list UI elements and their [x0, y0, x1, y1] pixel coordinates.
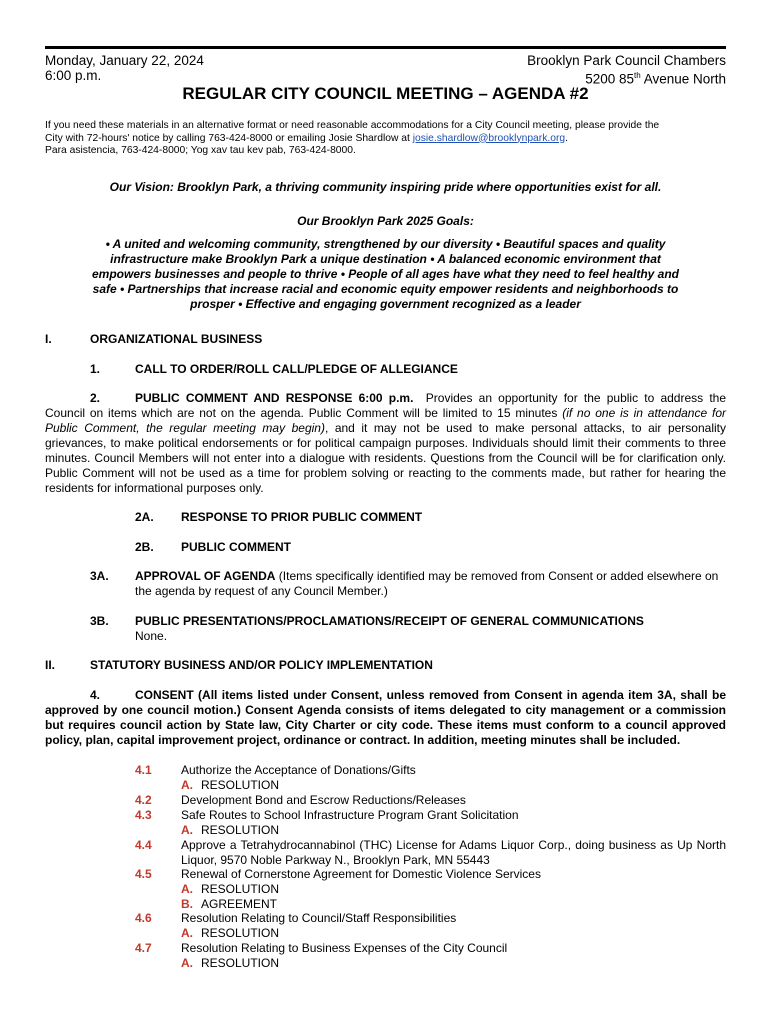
consent-item-num: 4.6 — [135, 911, 152, 925]
item-3b-title: PUBLIC PRESENTATIONS/PROCLAMATIONS/RECEIPT OF GENERAL COMMUNICATIONS — [135, 614, 644, 628]
section-numeral-2: II. — [45, 658, 56, 672]
item-2b-title: PUBLIC COMMENT — [181, 540, 291, 554]
item-4-text: CONSENT (All items listed under Consent, unless removed from Consent in agenda item 3A, shall be approved by one council motion.) Consent Agenda consists of items delegated to city management or a commission but requires council action by State law, City Charter or city code. These items must conform to a council approved policy, plan, capital improvement project, ordinance or contract. In addition, meeting minutes shall be included. — [45, 688, 726, 747]
meeting-date: Monday, January 22, 2024 — [45, 53, 204, 68]
consent-item-num: 4.7 — [135, 941, 152, 955]
item-3a-num: 3A. — [90, 569, 109, 583]
attachment-letter: A. — [181, 956, 193, 970]
consent-item-title: Authorize the Acceptance of Donations/Gifts — [181, 763, 416, 777]
item-2a-num: 2A. — [135, 510, 154, 524]
meeting-date-time — [45, 53, 204, 83]
agenda-page — [45, 0, 726, 1024]
accessibility-notice — [45, 120, 726, 158]
consent-attachment[interactable] — [181, 926, 279, 941]
attachment-letter: A. — [181, 926, 193, 940]
consent-item-title: Renewal of Cornerstone Agreement for Domestic Violence Services — [181, 867, 541, 881]
item-2-italic: (if no one is in attendance for Public Comment, the regular meeting may begin) — [45, 406, 727, 435]
item-1-title: CALL TO ORDER/ROLL CALL/PLEDGE OF ALLEGIANCE — [135, 362, 458, 376]
attachment-label: RESOLUTION — [201, 778, 280, 792]
notice-line-3: Para asistencia, 763-424-8000; Yog xav tau kev pab, 763-424-8000. — [45, 145, 356, 156]
consent-item-num: 4.4 — [135, 838, 152, 852]
item-2-text: Provides an opportunity for the public to address the Council on items which are not on the agenda. Public Comment will be limited to 15 minutes — [45, 391, 726, 420]
consent-item-num: 4.2 — [135, 793, 152, 807]
email-link[interactable]: josie.shardlow@brooklynpark.org — [412, 132, 566, 144]
attachment-label: RESOLUTION — [201, 882, 280, 896]
location-name: Brooklyn Park Council Chambers — [527, 53, 726, 68]
page-title: REGULAR CITY COUNCIL MEETING – AGENDA #2 — [182, 84, 589, 103]
address-street: Avenue North — [640, 71, 726, 87]
attachment-letter: A. — [181, 778, 193, 792]
item-2-title: PUBLIC COMMENT AND RESPONSE 6:00 p.m. — [135, 391, 414, 405]
address-ordinal: th — [634, 71, 641, 80]
item-3b-text — [135, 614, 726, 644]
section-title-1: ORGANIZATIONAL BUSINESS — [90, 332, 263, 346]
consent-item-num: 4.3 — [135, 808, 152, 822]
goals-title: Our Brooklyn Park 2025 Goals: — [297, 214, 474, 228]
consent-attachment[interactable] — [181, 823, 279, 838]
item-3a-text — [135, 569, 726, 599]
attachment-label: AGREEMENT — [201, 897, 278, 911]
item-4-paragraph — [45, 688, 726, 748]
attachment-label: RESOLUTION — [201, 823, 280, 837]
item-3b-num: 3B. — [90, 614, 109, 628]
item-2-num: 2. — [90, 391, 101, 405]
consent-attachment[interactable] — [181, 778, 279, 793]
consent-attachment[interactable] — [181, 956, 279, 971]
consent-attachment[interactable] — [181, 897, 277, 912]
item-2-paragraph — [45, 391, 726, 496]
item-4-num: 4. — [90, 688, 101, 702]
consent-attachment[interactable] — [181, 882, 279, 897]
attachment-letter: B. — [181, 897, 193, 911]
consent-item-num: 4.1 — [135, 763, 152, 777]
item-3b-description: None. — [135, 629, 168, 643]
attachment-letter: A. — [181, 882, 193, 896]
attachment-label: RESOLUTION — [201, 926, 280, 940]
header-rule — [45, 46, 726, 49]
section-title-2: STATUTORY BUSINESS AND/OR POLICY IMPLEMENTATION — [90, 658, 433, 672]
notice-line-2 — [45, 133, 726, 146]
meeting-time: 6:00 p.m. — [45, 68, 102, 83]
vision-statement: Our Vision: Brooklyn Park, a thriving community inspiring pride where opportunities exist for all. — [109, 180, 662, 194]
notice-line-2-text: City with 72-hours' notice by calling 763-424-8000 or emailing Josie Shardlow at — [45, 132, 413, 144]
section-numeral-1: I. — [45, 332, 52, 346]
item-2b-num: 2B. — [135, 540, 154, 554]
item-3a-description: (Items specifically identified may be removed from Consent or added elsewhere on the agenda by request of any Council Member.) — [135, 569, 719, 598]
meeting-location — [527, 53, 726, 87]
consent-item-num: 4.5 — [135, 867, 152, 881]
attachment-letter: A. — [181, 823, 193, 837]
consent-item-title: Safe Routes to School Infrastructure Program Grant Solicitation — [181, 808, 519, 822]
notice-line-1: If you need these materials in an alternative format or need reasonable accommodations for a City Council meeting, please provide the — [45, 120, 660, 131]
consent-item-title: Resolution Relating to Business Expenses of the City Council — [181, 941, 508, 955]
item-1-num: 1. — [90, 362, 101, 376]
consent-item-title: Development Bond and Escrow Reductions/Releases — [181, 793, 466, 807]
address-number: 5200 85 — [585, 71, 635, 87]
item-2a-title: RESPONSE TO PRIOR PUBLIC COMMENT — [181, 510, 423, 524]
goals-text: • A united and welcoming community, strengthened by our diversity • Beautiful spaces and quality infrastructure make Brooklyn Park a unique destination • A balanced economic environment that empowers businesses and people to thrive • People of all ages have what they need to feel healthy and safe • Partnerships that increase racial and economic equity empower residents and neighborhoods to prosper • Effective and engaging government recognized as a leader — [91, 237, 680, 311]
item-2-text-cont: , and it may not be used to make personal attacks, to air personality grievances, to make political endorsements or for political campaign purposes. Individuals should limit their comments to three minutes. Council Members will not enter into a dialogue with residents. Questions from the Council will be for clarification only. Public Comment will not be used as a time for problem solving or reacting to the comments made, but rather for hearing the residents for informational purposes only. — [45, 421, 726, 495]
notice-line-2-end: . — [565, 132, 568, 144]
consent-item-title: Approve a Tetrahydrocannabinol (THC) License for Adams Liquor Corp., doing business as Up North Liquor, 9570 Noble Parkway N., Brooklyn Park, MN 55443 — [181, 838, 726, 867]
attachment-label: RESOLUTION — [201, 956, 280, 970]
consent-item-title: Resolution Relating to Council/Staff Responsibilities — [181, 911, 457, 925]
item-3a-title: APPROVAL OF AGENDA — [135, 569, 276, 583]
